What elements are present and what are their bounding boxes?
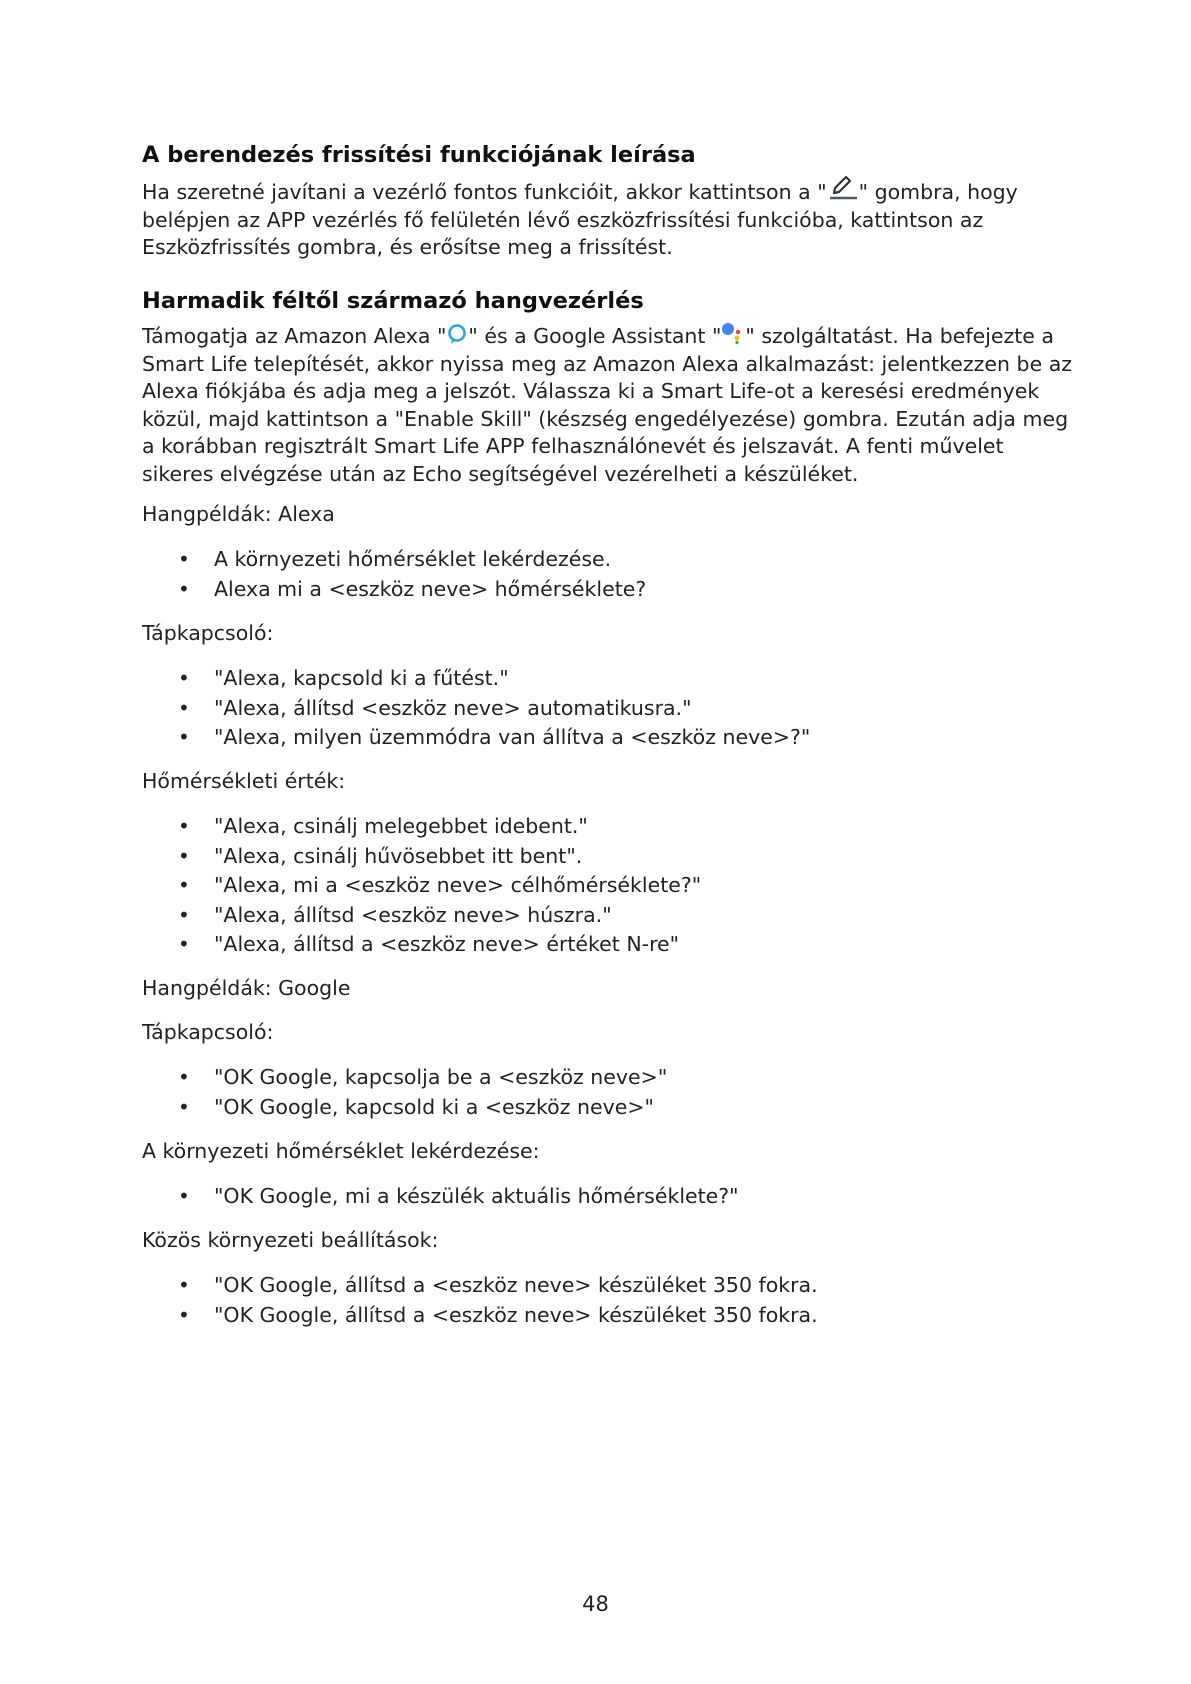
page-number: 48: [582, 1592, 609, 1616]
subheading-alexa-temperature-value: Hőmérsékleti érték:: [142, 769, 346, 793]
subheading-google-examples: Hangpéldák: Google: [142, 976, 351, 1000]
list-item: • "Alexa, kapcsold ki a fűtést.": [142, 664, 1072, 694]
list-item: • "OK Google, kapcsold ki a <eszköz neve>": [142, 1093, 1072, 1123]
subheading-alexa-power: Tápkapcsoló:: [142, 621, 274, 645]
paragraph-line: a korábban regisztrált Smart Life APP felhasználónevét és jelszavát. A fenti művelet: [142, 434, 1004, 458]
subheading-google-common: Közös környezeti beállítások:: [142, 1228, 439, 1252]
section-heading-voice: Harmadik féltől származó hangvezérlés: [142, 288, 644, 314]
list-item: • "OK Google, állítsd a <eszköz neve> készüléket 350 fokra.: [142, 1271, 1072, 1301]
paragraph-line: [142, 321, 1072, 351]
paragraph-line: belépjen az APP vezérlés fő felületén lévő eszközfrissítési funkcióba, kattintson az: [142, 207, 984, 232]
subheading-alexa-examples: Hangpéldák: Alexa: [142, 502, 335, 526]
list-item: • "Alexa, milyen üzemmódra van állítva a <eszköz neve>?": [142, 723, 1072, 753]
paragraph-update: [142, 173, 1072, 262]
section-heading-update: A berendezés frissítési funkciójának leírása: [142, 142, 696, 168]
subheading-google-query: A környezeti hőmérséklet lekérdezése:: [142, 1139, 540, 1163]
google-power-list: [142, 1063, 1072, 1122]
list-item: • A környezeti hőmérséklet lekérdezése.: [142, 545, 1072, 575]
list-item: • "Alexa, csinálj hűvösebbet itt bent".: [142, 842, 1072, 872]
paragraph-line: Eszközfrissítés gombra, és erősítse meg a frissítést.: [142, 235, 673, 259]
text-fragment: " gombra, hogy: [858, 180, 1018, 204]
paragraph-line: sikeres elvégzése után az Echo segítségével vezérelheti a készüléket.: [142, 461, 859, 486]
paragraph-line: közül, majd kattintson a "Enable Skill" (készség engedélyezése) gombra. Ezután adja meg: [142, 406, 1069, 431]
text-fragment: Ha szeretné javítani a vezérlő fontos funkcióit, akkor kattintson a ": [142, 180, 827, 204]
list-item: • "OK Google, kapcsolja be a <eszköz neve>": [142, 1063, 1072, 1093]
list-item: • "OK Google, állítsd a <eszköz neve> készüléket 350 fokra.: [142, 1301, 1072, 1331]
text-fragment: Támogatja az Amazon Alexa ": [142, 324, 447, 348]
list-item: • "OK Google, mi a készülék aktuális hőmérséklete?": [142, 1182, 1072, 1212]
list-item: • "Alexa, állítsd <eszköz neve> húszra.": [142, 901, 1072, 931]
paragraph-line: Alexa fiókjába és adja meg a jelszót. Válassza ki a Smart Life-ot a keresési eredmények: [142, 379, 1040, 403]
edit-pencil-icon: [827, 173, 859, 201]
paragraph-line: Smart Life telepítését, akkor nyissa meg az Amazon Alexa alkalmazást: jelentkezzen be az: [142, 351, 1073, 376]
subheading-google-power: Tápkapcsoló:: [142, 1020, 274, 1044]
list-item: • "Alexa, állítsd a <eszköz neve> értéket N-re": [142, 930, 1072, 960]
text-fragment: " és a Google Assistant ": [468, 324, 722, 348]
paragraph-line: [142, 173, 1072, 207]
text-fragment: " szolgáltatást. Ha befejezte a: [745, 324, 1054, 348]
alexa-power-list: [142, 664, 1072, 753]
google-common-list: [142, 1271, 1072, 1330]
google-query-list: [142, 1182, 1072, 1212]
list-item: • "Alexa, csinálj melegebbet idebent.": [142, 812, 1072, 842]
paragraph-voice: [142, 321, 1072, 488]
alexa-ring-icon: [446, 323, 468, 345]
list-item: • "Alexa, mi a <eszköz neve> célhőmérséklete?": [142, 871, 1072, 901]
alexa-temp-list: [142, 545, 1072, 604]
alexa-value-list: [142, 812, 1072, 960]
list-item: • "Alexa, állítsd <eszköz neve> automatikusra.": [142, 694, 1072, 724]
list-item: • Alexa mi a <eszköz neve> hőmérséklete?: [142, 575, 1072, 605]
google-assistant-icon: [721, 321, 745, 345]
